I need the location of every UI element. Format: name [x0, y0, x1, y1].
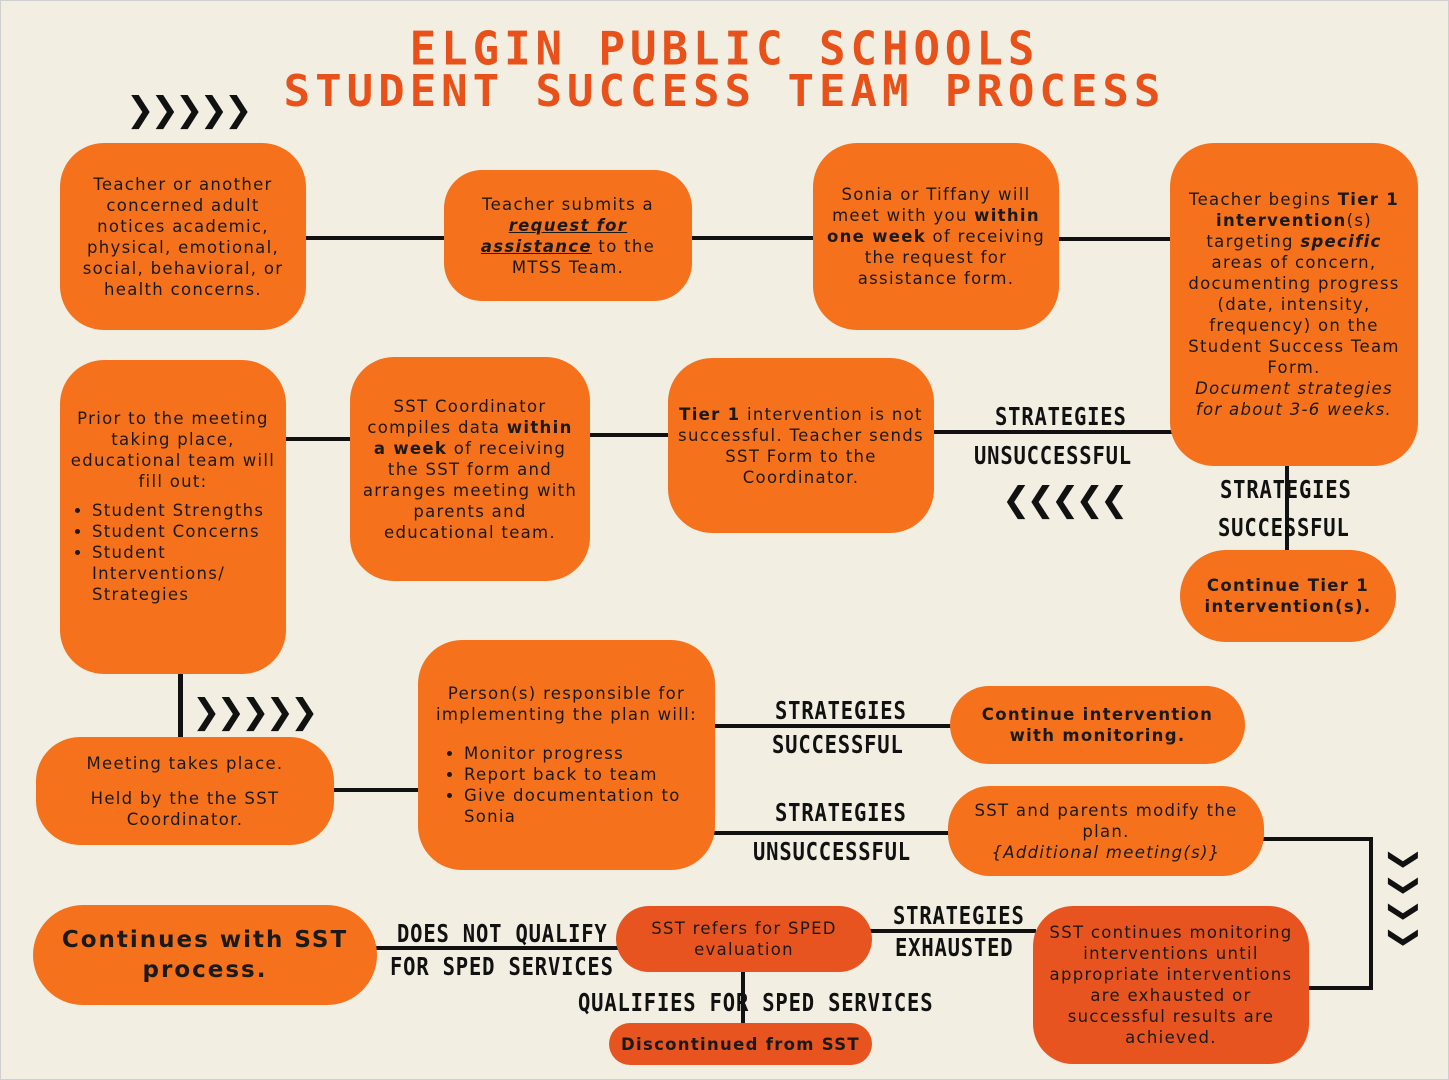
connector-line — [586, 433, 670, 437]
step-text-part: Sonia or Tiffany will meet with you — [832, 185, 1031, 225]
step-text-part: Teacher begins — [1189, 190, 1338, 209]
step-text: Discontinued from SST — [621, 1034, 860, 1054]
step-text: Held by the the SST Coordinator. — [90, 788, 280, 829]
step-compile-data — [350, 357, 590, 581]
list-item: • Student Concerns — [92, 521, 276, 542]
label-successful: SUCCESSFUL — [772, 730, 904, 759]
step-text: Prior to the meeting taking place, educational team will fill out: — [70, 409, 276, 491]
connector-line — [284, 437, 354, 441]
step-text — [823, 184, 1049, 289]
page-title: ELGIN PUBLIC SCHOOLS — [409, 22, 1040, 77]
step-meet-within-week — [813, 143, 1059, 330]
persons-list — [428, 743, 705, 827]
request-for-assistance-link: request for assistance — [480, 215, 628, 256]
step-text-bold: specific — [1300, 232, 1382, 251]
step-text-part: Teacher submits a — [482, 194, 654, 214]
step-sst-monitoring — [1033, 906, 1309, 1064]
step-text: Person(s) responsible for implementing the plan will: — [436, 684, 697, 724]
connector-line — [1306, 986, 1373, 990]
step-text: SST and parents modify the plan. — [974, 800, 1238, 841]
step-text-bold: within a week — [373, 417, 573, 458]
step-text-italic: {Additional meeting(s)} — [991, 842, 1221, 862]
down-chevron-icon: ❯ — [1387, 924, 1423, 947]
connector-line — [1369, 837, 1373, 989]
right-arrows-icon: ❯❯❯❯❯ — [192, 692, 315, 732]
step-text: Teacher or another concerned adult notices academic, physical, emotional, social, behavioral, or health concerns. — [82, 174, 284, 299]
down-arrows-icon — [1386, 846, 1426, 966]
step-tier1-not-successful — [668, 358, 934, 533]
step-text: Continue intervention with monitoring. — [981, 705, 1214, 745]
step-modify-plan — [948, 786, 1264, 876]
step-text-part: of receiving the request for assistance form. — [857, 227, 1045, 288]
step-prior-to-meeting — [60, 360, 286, 674]
label-strategies: STRATEGIES — [775, 798, 907, 827]
step-text: SST continues monitoring interventions until appropriate interventions are exhausted or successful results are achieved. — [1049, 923, 1293, 1047]
step-tier1-intervention — [1170, 143, 1418, 466]
step-text — [454, 194, 682, 278]
step-text — [1180, 189, 1408, 378]
down-chevron-icon: ❯ — [1387, 872, 1423, 895]
down-chevron-icon: ❯ — [1387, 898, 1423, 921]
label-strategies: STRATEGIES — [775, 696, 907, 725]
connector-line — [332, 788, 420, 792]
label-unsuccessful: UNSUCCESSFUL — [753, 837, 911, 866]
list-item: • Give documentation to Sonia — [464, 785, 705, 827]
step-text: Meeting takes place. — [86, 753, 284, 773]
prior-list — [70, 500, 276, 605]
label-strategies: STRATEGIES — [1220, 475, 1352, 504]
label-successful: SUCCESSFUL — [1218, 513, 1350, 542]
right-arrows-icon: ❯❯❯❯❯ — [126, 90, 249, 130]
connector-line — [690, 236, 815, 240]
page-subtitle: STUDENT SUCCESS TEAM PROCESS — [283, 66, 1166, 117]
step-text-part: (s) targeting — [1206, 211, 1372, 251]
step-text-part: areas of concern, documenting progress (date, intensity, frequency) on the Student Success Team Form. — [1188, 253, 1400, 377]
label-qualifies-for-sped: QUALIFIES FOR SPED SERVICES — [578, 988, 934, 1017]
step-continues-sst — [33, 905, 377, 1005]
list-item: • Student Strengths — [92, 500, 276, 521]
list-item: • Monitor progress — [464, 743, 705, 764]
step-continue-tier1 — [1180, 550, 1396, 642]
label-strategies: STRATEGIES — [995, 402, 1127, 431]
step-text-bold: within one week — [827, 206, 1040, 246]
label-unsuccessful: UNSUCCESSFUL — [974, 441, 1132, 470]
connector-line — [1262, 837, 1372, 841]
step-text: Continues with SST process. — [61, 927, 349, 983]
list-item: • Report back to team — [464, 764, 705, 785]
step-text: SST refers for SPED evaluation — [651, 919, 837, 959]
connector-line — [1058, 237, 1172, 241]
label-exhausted: EXHAUSTED — [895, 933, 1014, 962]
step-text-italic: Document strategies for about 3-6 weeks. — [1195, 379, 1393, 419]
connector-line — [178, 672, 183, 738]
down-chevron-icon: ❯ — [1387, 846, 1423, 869]
step-text: Continue Tier 1 intervention(s). — [1204, 576, 1372, 616]
step-text-part: to the MTSS Team. — [511, 236, 656, 277]
step-text — [678, 404, 924, 488]
label-strategies: STRATEGIES — [893, 901, 1025, 930]
step-text-part: SST Coordinator compiles data — [367, 396, 547, 437]
step-sped-referral — [616, 906, 872, 972]
step-meeting-takes-place — [36, 737, 334, 845]
step-text-part: of receiving the SST form and arranges meeting with parents and educational team. — [362, 438, 578, 542]
connector-line — [305, 236, 447, 240]
connector-line — [712, 831, 950, 835]
label-does-not-qualify: DOES NOT QUALIFY — [397, 919, 608, 948]
step-text-part: intervention is not successful. Teacher sends SST Form to the Coordinator. — [678, 404, 924, 487]
step-persons-responsible — [418, 640, 715, 870]
step-continue-monitoring — [950, 686, 1245, 764]
label-for-sped-services: FOR SPED SERVICES — [390, 952, 614, 981]
step-text-bold: Tier 1 — [679, 404, 741, 424]
step-discontinued — [609, 1023, 872, 1065]
left-arrows-icon: ❮❮❮❮❮ — [1002, 480, 1125, 520]
list-item: • Student Interventions/ Strategies — [92, 542, 276, 605]
step-text — [360, 396, 580, 543]
step-text-bold: Tier 1 intervention — [1216, 190, 1399, 230]
step-notice-concerns — [60, 143, 306, 330]
step-submit-request — [444, 170, 692, 301]
